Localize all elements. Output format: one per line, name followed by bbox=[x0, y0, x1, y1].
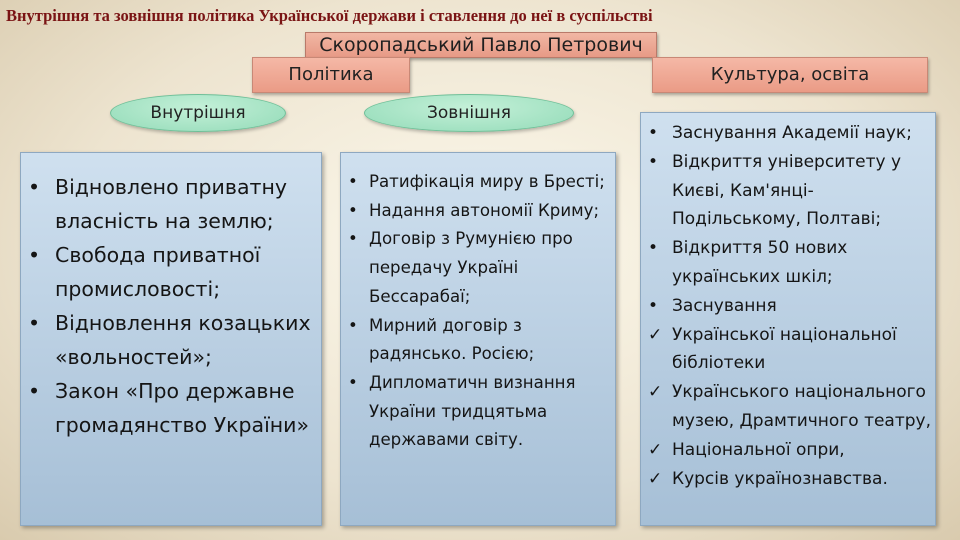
internal-policy-list bbox=[28, 170, 320, 442]
bullet-dot-icon: • bbox=[28, 175, 41, 199]
list-item: • Дипломатичн визнання України тридцятьма державами світу. bbox=[348, 369, 612, 455]
culture-education-list bbox=[648, 119, 936, 493]
list-item: ✓ Українського національного музею, Драмтичного театру, bbox=[648, 378, 936, 436]
bullet-dot-icon: • bbox=[28, 379, 41, 403]
list-item: ✓ Української національної бібліотеки bbox=[648, 321, 936, 379]
list-item: • Відкриття 50 нових українських шкіл; bbox=[648, 234, 936, 292]
list-item: • Закон «Про державне громадянство України» bbox=[28, 374, 320, 442]
list-item: • Договір з Румунією про передачу Україні Бессарабаї; bbox=[348, 225, 612, 311]
bullet-dot-icon: • bbox=[348, 372, 358, 392]
slide-title: Внутрішня та зовнішня політика Української держави і ставлення до неї в суспільстві bbox=[6, 6, 653, 25]
bullet-dot-icon: • bbox=[348, 200, 358, 220]
check-mark-icon: ✓ bbox=[648, 324, 663, 345]
bullet-dot-icon: • bbox=[348, 172, 358, 191]
list-item: • Відновлено приватну власність на землю; bbox=[28, 170, 320, 238]
list-item: • Свобода приватної промисловості; bbox=[28, 238, 320, 306]
internal-policy-oval: Внутрішня bbox=[110, 94, 286, 132]
check-mark-icon: ✓ bbox=[648, 382, 663, 403]
list-item: • Ратифікація миру в Бресті; bbox=[348, 168, 612, 197]
check-mark-icon: ✓ bbox=[648, 439, 663, 460]
list-item: ✓ Національної опри, bbox=[648, 436, 936, 465]
list-item: • Надання автономії Криму; bbox=[348, 197, 612, 226]
list-item: • Мирний договір з радянсько. Росією; bbox=[348, 312, 612, 369]
list-item: • Відкриття університету у Києві, Кам'янці-Подільському, Полтаві; bbox=[648, 148, 936, 234]
person-name-box: Скоропадський Павло Петрович bbox=[305, 32, 657, 58]
bullet-dot-icon: • bbox=[348, 229, 358, 249]
list-item: • Заснування Академії наук; bbox=[648, 119, 936, 148]
bullet-dot-icon: • bbox=[648, 238, 659, 259]
bullet-dot-icon: • bbox=[648, 151, 659, 172]
bullet-dot-icon: • bbox=[648, 295, 659, 316]
list-item: • Відновлення козацьких «вольностей»; bbox=[28, 306, 320, 374]
politics-heading: Політика bbox=[252, 57, 410, 93]
bullet-dot-icon: • bbox=[648, 123, 659, 143]
culture-education-heading: Культура, освіта bbox=[652, 57, 928, 93]
bullet-dot-icon: • bbox=[28, 243, 41, 267]
list-item: • Заснування bbox=[648, 292, 936, 321]
external-policy-oval: Зовнішня bbox=[364, 94, 574, 132]
bullet-dot-icon: • bbox=[28, 311, 41, 335]
check-mark-icon: ✓ bbox=[648, 468, 663, 489]
list-item: ✓ Курсів українознавства. bbox=[648, 465, 936, 494]
external-policy-list bbox=[348, 168, 612, 455]
bullet-dot-icon: • bbox=[348, 315, 358, 335]
